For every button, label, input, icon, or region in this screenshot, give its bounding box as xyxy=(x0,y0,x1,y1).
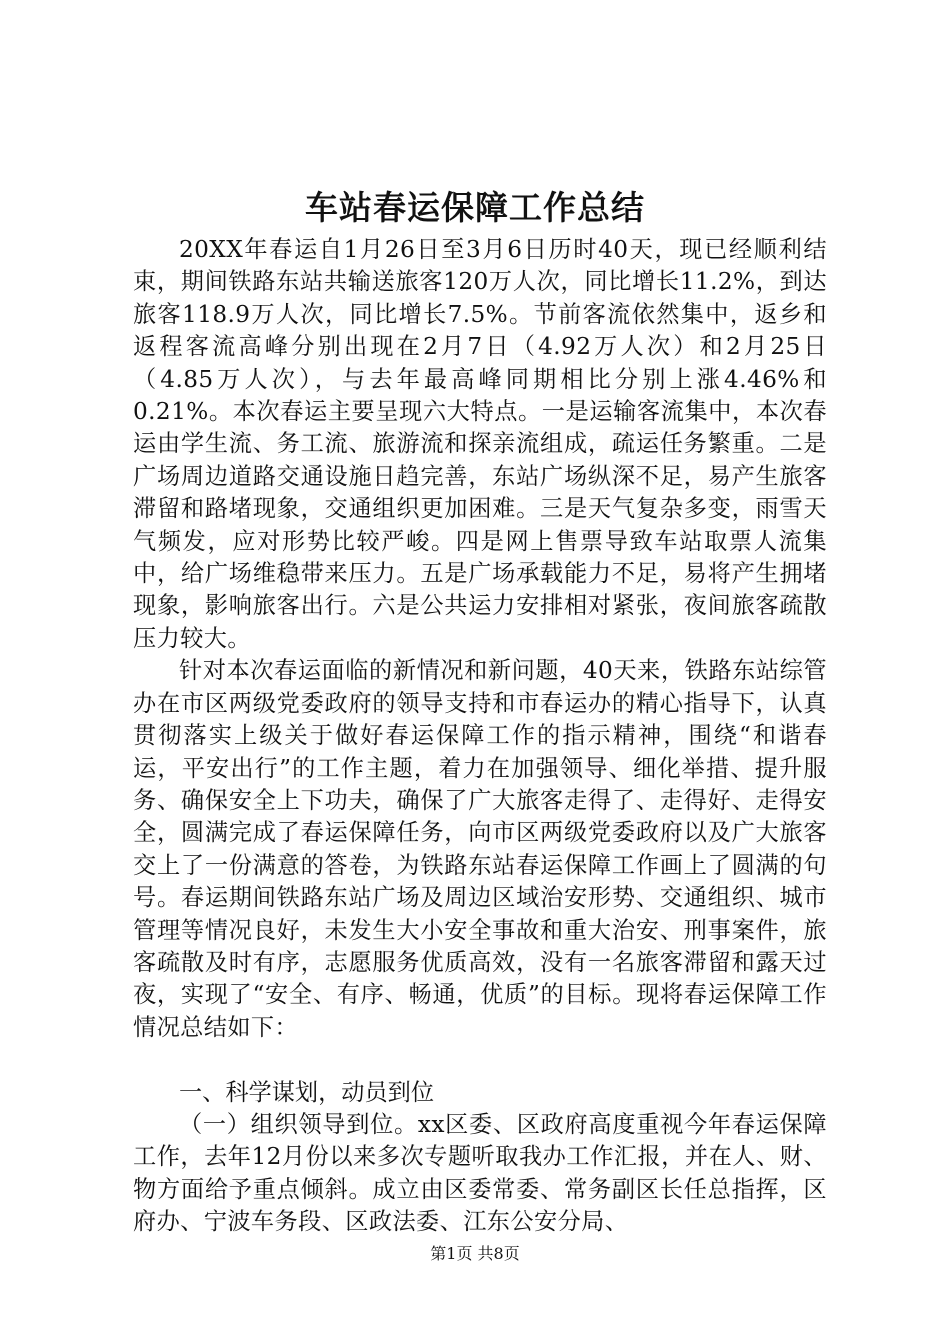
document-title: 车站春运保障工作总结 xyxy=(305,188,645,227)
section-heading: 一、科学谋划，动员到位 xyxy=(179,1078,435,1106)
paragraph-spacer xyxy=(133,1044,827,1076)
document-body xyxy=(133,234,827,1239)
paragraph-overview: 20XX年春运自1月26日至3月6日历时40天，现已经顺利结束，期间铁路东站共输送旅客120万人次，同比增长11.2%，到达旅客118.9万人次，同比增长7.5%。节前客流依然集中，返乡和返程客流高峰分别出现在2月7日（4.92万人次）和2月25日（4.85万人次），与去年最高峰同期相比分别上涨4.46%和0.21%。本次春运主要呈现六大特点。一是运输客流集中，本次春运由学生流、务工流、旅游流和探亲流组成，疏运任务繁重。二是广场周边道路交通设施日趋完善，东站广场纵深不足，易产生旅客滞留和路堵现象，交通组织更加困难。三是天气复杂多变，雨雪天气频发，应对形势比较严峻。四是网上售票导致车站取票人流集中，给广场维稳带来压力。五是广场承载能力不足，易将产生拥堵现象，影响旅客出行。六是公共运力安排相对紧张，夜间旅客疏散压力较大。 xyxy=(133,236,827,652)
paragraph-summary: 针对本次春运面临的新情况和新问题，40天来，铁路东站综管办在市区两级党委政府的领导支持和市春运办的精心指导下，认真贯彻落实上级关于做好春运保障工作的指示精神，围绕“和谐春运，平安出行”的工作主题，着力在加强领导、细化举措、提升服务、确保安全上下功夫，确保了广大旅客走得了、走得好、走得安全，圆满完成了春运保障任务，向市区两级党委政府以及广大旅客交上了一份满意的答卷，为铁路东站春运保障工作画上了圆满的句号。春运期间铁路东站广场及周边区域治安形势、交通组织、城市管理等情况良好，未发生大小安全事故和重大治安、刑事案件，旅客疏散及时有序，志愿服务优质高效，没有一名旅客滞留和露天过夜，实现了“安全、有序、畅通，优质”的目标。现将春运保障工作情况总结如下： xyxy=(133,657,827,1041)
paragraph-section-one: （一）组织领导到位。xx区委、区政府高度重视今年春运保障工作，去年12月份以来多次专题听取我办工作汇报，并在人、财、物方面给予重点倾斜。成立由区委常委、常务副区长任总指挥，区府办、宁波车务段、区政法委、江东公安分局、 xyxy=(133,1110,827,1236)
page-number-footer: 第1页 共8页 xyxy=(430,1244,520,1263)
